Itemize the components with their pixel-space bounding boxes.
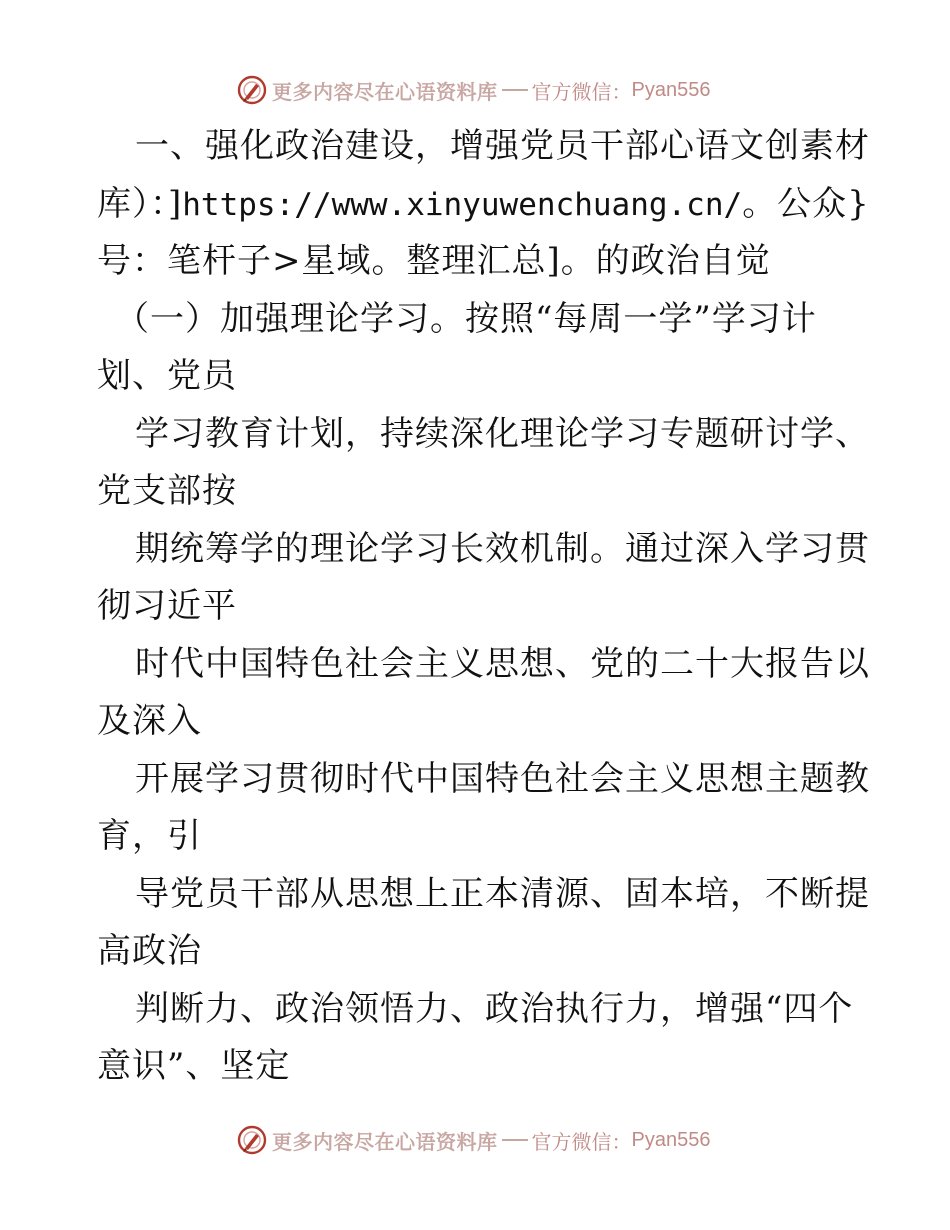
watermark-id: Pyan556 [631, 78, 711, 101]
body-line: 彻习近平 [97, 586, 237, 626]
body-line: 一、强化政治建设，增强党员干部心语文创素材 [135, 126, 870, 166]
body-line: 号：笔杆子>星域。整理汇总]。的政治自觉 [97, 241, 771, 281]
document-body [97, 118, 870, 1096]
watermark-dash [502, 89, 528, 91]
body-line: （一）加强理论学习。按照“每周一学”学习计 [115, 298, 817, 339]
body-line: 育，引 [97, 816, 202, 856]
pen-logo-icon [236, 74, 268, 106]
watermark-title: 更多内容尽在心语资料库 [272, 1129, 498, 1154]
body-text: 库）：] [97, 183, 183, 224]
body-line: 时代中国特色社会主义思想、党的二十大报告以 [135, 643, 870, 684]
body-line: 导党员干部从思想上正本清源、固本培，不断提 [135, 873, 870, 914]
body-line-url [97, 176, 870, 234]
body-line: 高政治 [97, 931, 202, 971]
body-line: 开展学习贯彻时代中国特色社会主义思想主题教 [135, 758, 870, 799]
body-line: 意识”、坚定 [97, 1046, 291, 1086]
body-line: 党支部按 [97, 471, 237, 511]
body-line: 及深入 [97, 701, 202, 741]
watermark-id: Pyan556 [631, 1128, 711, 1151]
header-watermark [236, 72, 710, 108]
pen-logo-icon [236, 1124, 268, 1156]
website-link[interactable]: https://www.xinyuwenchuang.cn/ [182, 186, 743, 223]
body-line: 划、党员 [97, 356, 237, 396]
watermark-label: 官方微信： [531, 79, 632, 104]
footer-watermark [236, 1122, 710, 1158]
body-line: 期统筹学的理论学习长效机制。通过深入学习贯 [135, 528, 870, 569]
watermark-title: 更多内容尽在心语资料库 [272, 79, 498, 104]
watermark-label: 官方微信： [531, 1129, 632, 1154]
body-line: 学习教育计划，持续深化理论学习专题研讨学、 [135, 413, 870, 454]
body-text: 。公众} [742, 183, 870, 224]
body-line: 判断力、政治领悟力、政治执行力，增强“四个 [135, 988, 854, 1029]
watermark-dash [502, 1139, 528, 1141]
